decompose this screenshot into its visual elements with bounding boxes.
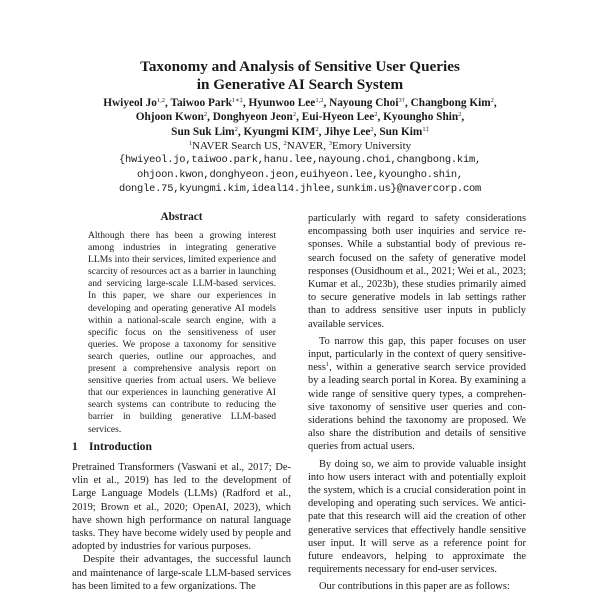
affil-name: NAVER Search US [192, 140, 279, 152]
author-mark: 2 [203, 111, 208, 119]
paragraph: Our contributions in this paper are as follows: [319, 581, 510, 593]
abstract-heading: Abstract [160, 211, 203, 223]
paragraph: By doing so, we aim to provide valuable insight into how users interact with and potentially exploit the system, which is a crucial consideration point in developing and operating such services. We anticipate that this research will aid the creation of other generative services that effectively handle sensitive user input. It will serve as a reference point for future endeavors, helping to approximate the requirements necessary for end-user services. [308, 458, 526, 576]
paragraph: Despite their advantages, the successful launch and maintenance of large-scale LLM-based services has been limited to a few organizations. The [72, 554, 291, 592]
paper-title [0, 58, 600, 94]
affil-name: Emory University [332, 140, 412, 152]
email-line: dongle.75,kyungmi.kim,ideal14.jhlee,sunkim.us}@navercorp.com [118, 183, 482, 195]
author-name: Eui-Hyeon Lee [301, 111, 375, 124]
author-name: Hyunwoo Lee [248, 97, 316, 109]
author-mark: 2 [458, 111, 462, 119]
title-line-2: in Generative AI Search System [196, 76, 404, 93]
paragraph-text: , within a generative search service provided by a leading search portal in Korea. By examining a wide range of sensitive query types, a comprehensive taxonomy of sensitive user queries and considerations behind the taxonomy are proposed. We also share the distribution and details of sensitive queries from actual users. [308, 362, 526, 453]
author-mark: 1∗‡ [231, 97, 243, 104]
author-name: Kyungmi KIM [243, 125, 316, 138]
author-name: Jihye Lee [324, 125, 371, 138]
author-mark: 2 [374, 111, 378, 119]
title-line-1: Taxonomy and Analysis of Sensitive User Queries [140, 58, 460, 75]
affil-mark: 3 [328, 140, 333, 147]
author-emails [0, 153, 600, 197]
author-name: Changbong Kim [410, 97, 491, 109]
author-mark: 1,2 [315, 97, 324, 104]
affiliations: $^1$NAVER Search US, $^2$NAVER, $^3$Emory University [188, 140, 412, 152]
email-line: {hwiyeol.jo,taiwoo.park,hanu.lee,nayoung.choi,changbong.kim, [118, 154, 482, 166]
author-mark: 3† [398, 97, 405, 104]
section-number: 1 [72, 440, 78, 453]
author-name: Taiwoo Park [170, 97, 232, 109]
author-name: Hwiyeol Jo [103, 97, 157, 109]
author-name: Ohjoon Kwon [135, 111, 204, 124]
author-row-1: Hwiyeol Jo$^{1,2}$, Taiwoo Park$^{1∗\ddagger}$, Hyunwoo Lee$^{1,2}$, Nayoung Choi$^{3\dagger}$, Changbong Kim$^2$, [103, 97, 497, 109]
author-name: Sun Kim [379, 125, 423, 138]
footnote-marker[interactable]: 1 [325, 361, 330, 369]
right-column-body [308, 212, 526, 594]
section-title: Introduction [89, 440, 152, 453]
author-name: Sun Suk Lim [171, 125, 235, 138]
author-mark: 2 [315, 125, 319, 133]
author-mark: 1‡ [422, 125, 429, 133]
section-heading-introduction [72, 440, 152, 453]
affil-name: NAVER [286, 140, 324, 152]
author-name: Donghyeon Jeon [212, 111, 293, 124]
author-name: Kyoungho Shin [383, 111, 459, 124]
paragraph: Pretrained Transformers (Vaswani et al., 2017; Devlin et al., 2019) has led to the development of Large Language Models (LLMs) (Radford et al., 2019; Brown et al., 2020; OpenAI, 2023), which have shown high performance on natural language tasks. They have become widely used by people and adopted by industries for various purposes. [72, 462, 291, 553]
affil-mark: 1 [188, 140, 193, 147]
affil-mark: 2 [283, 140, 287, 147]
author-mark: 2 [292, 111, 297, 119]
author-row-3: Sun Suk Lim$^2$, Kyungmi KIM$^2$, Jihye Lee$^2$, Sun Kim$^{1\ddagger}$ [171, 125, 429, 138]
author-mark: 2 [370, 125, 374, 133]
author-mark: 2 [490, 97, 494, 104]
author-mark: 2 [234, 125, 238, 133]
abstract-text: Although there has been a growing interest among industries in integrating generative LLMs into their services, limited experience and scarcity of resources act as a barrier in launching and servicing large-scale LLM-based services. In this paper, we share our experiences in developing and operating generative AI models within a national-scale search engine, with a specific focus on the sensitiveness of user queries. We propose a taxonomy for sensitive search queries, outline our approaches, and present a comprehensive analysis report on sensitive queries from actual users. We believe that our experiences in launching generative AI search systems can contribute to reducing the barrier in building generative LLM-based services. [88, 230, 276, 435]
author-mark: 1,2 [156, 97, 166, 104]
paragraph [308, 335, 526, 454]
left-column-body [72, 461, 291, 593]
author-name: Nayoung Choi [329, 97, 399, 109]
author-list [0, 96, 600, 139]
email-line: ohjoon.kwon,donghyeon.jeon,euihyeon.lee,kyoungho.shin, [137, 168, 463, 181]
paragraph: particularly with regard to safety considerations encompassing both user inquiries and service responses. While a substantial body of previous research focused on the safety of generative model responses (Ousidhoum et al., 2021; Wei et al., 2023; Kumar et al., 2023b), these studies primarily aimed to secure generative models in lab settings rather than to address sensitive user inputs in publicly available services. [308, 213, 526, 330]
author-row-2: Ohjoon Kwon$^2$, Donghyeon Jeon$^2$, Eui-Hyeon Lee$^2$, Kyoungho Shin$^2$, [135, 111, 465, 124]
paragraph-text: To narrow this gap, this paper focuses on user input, particularly in the context of query sensitiveness [308, 335, 526, 374]
